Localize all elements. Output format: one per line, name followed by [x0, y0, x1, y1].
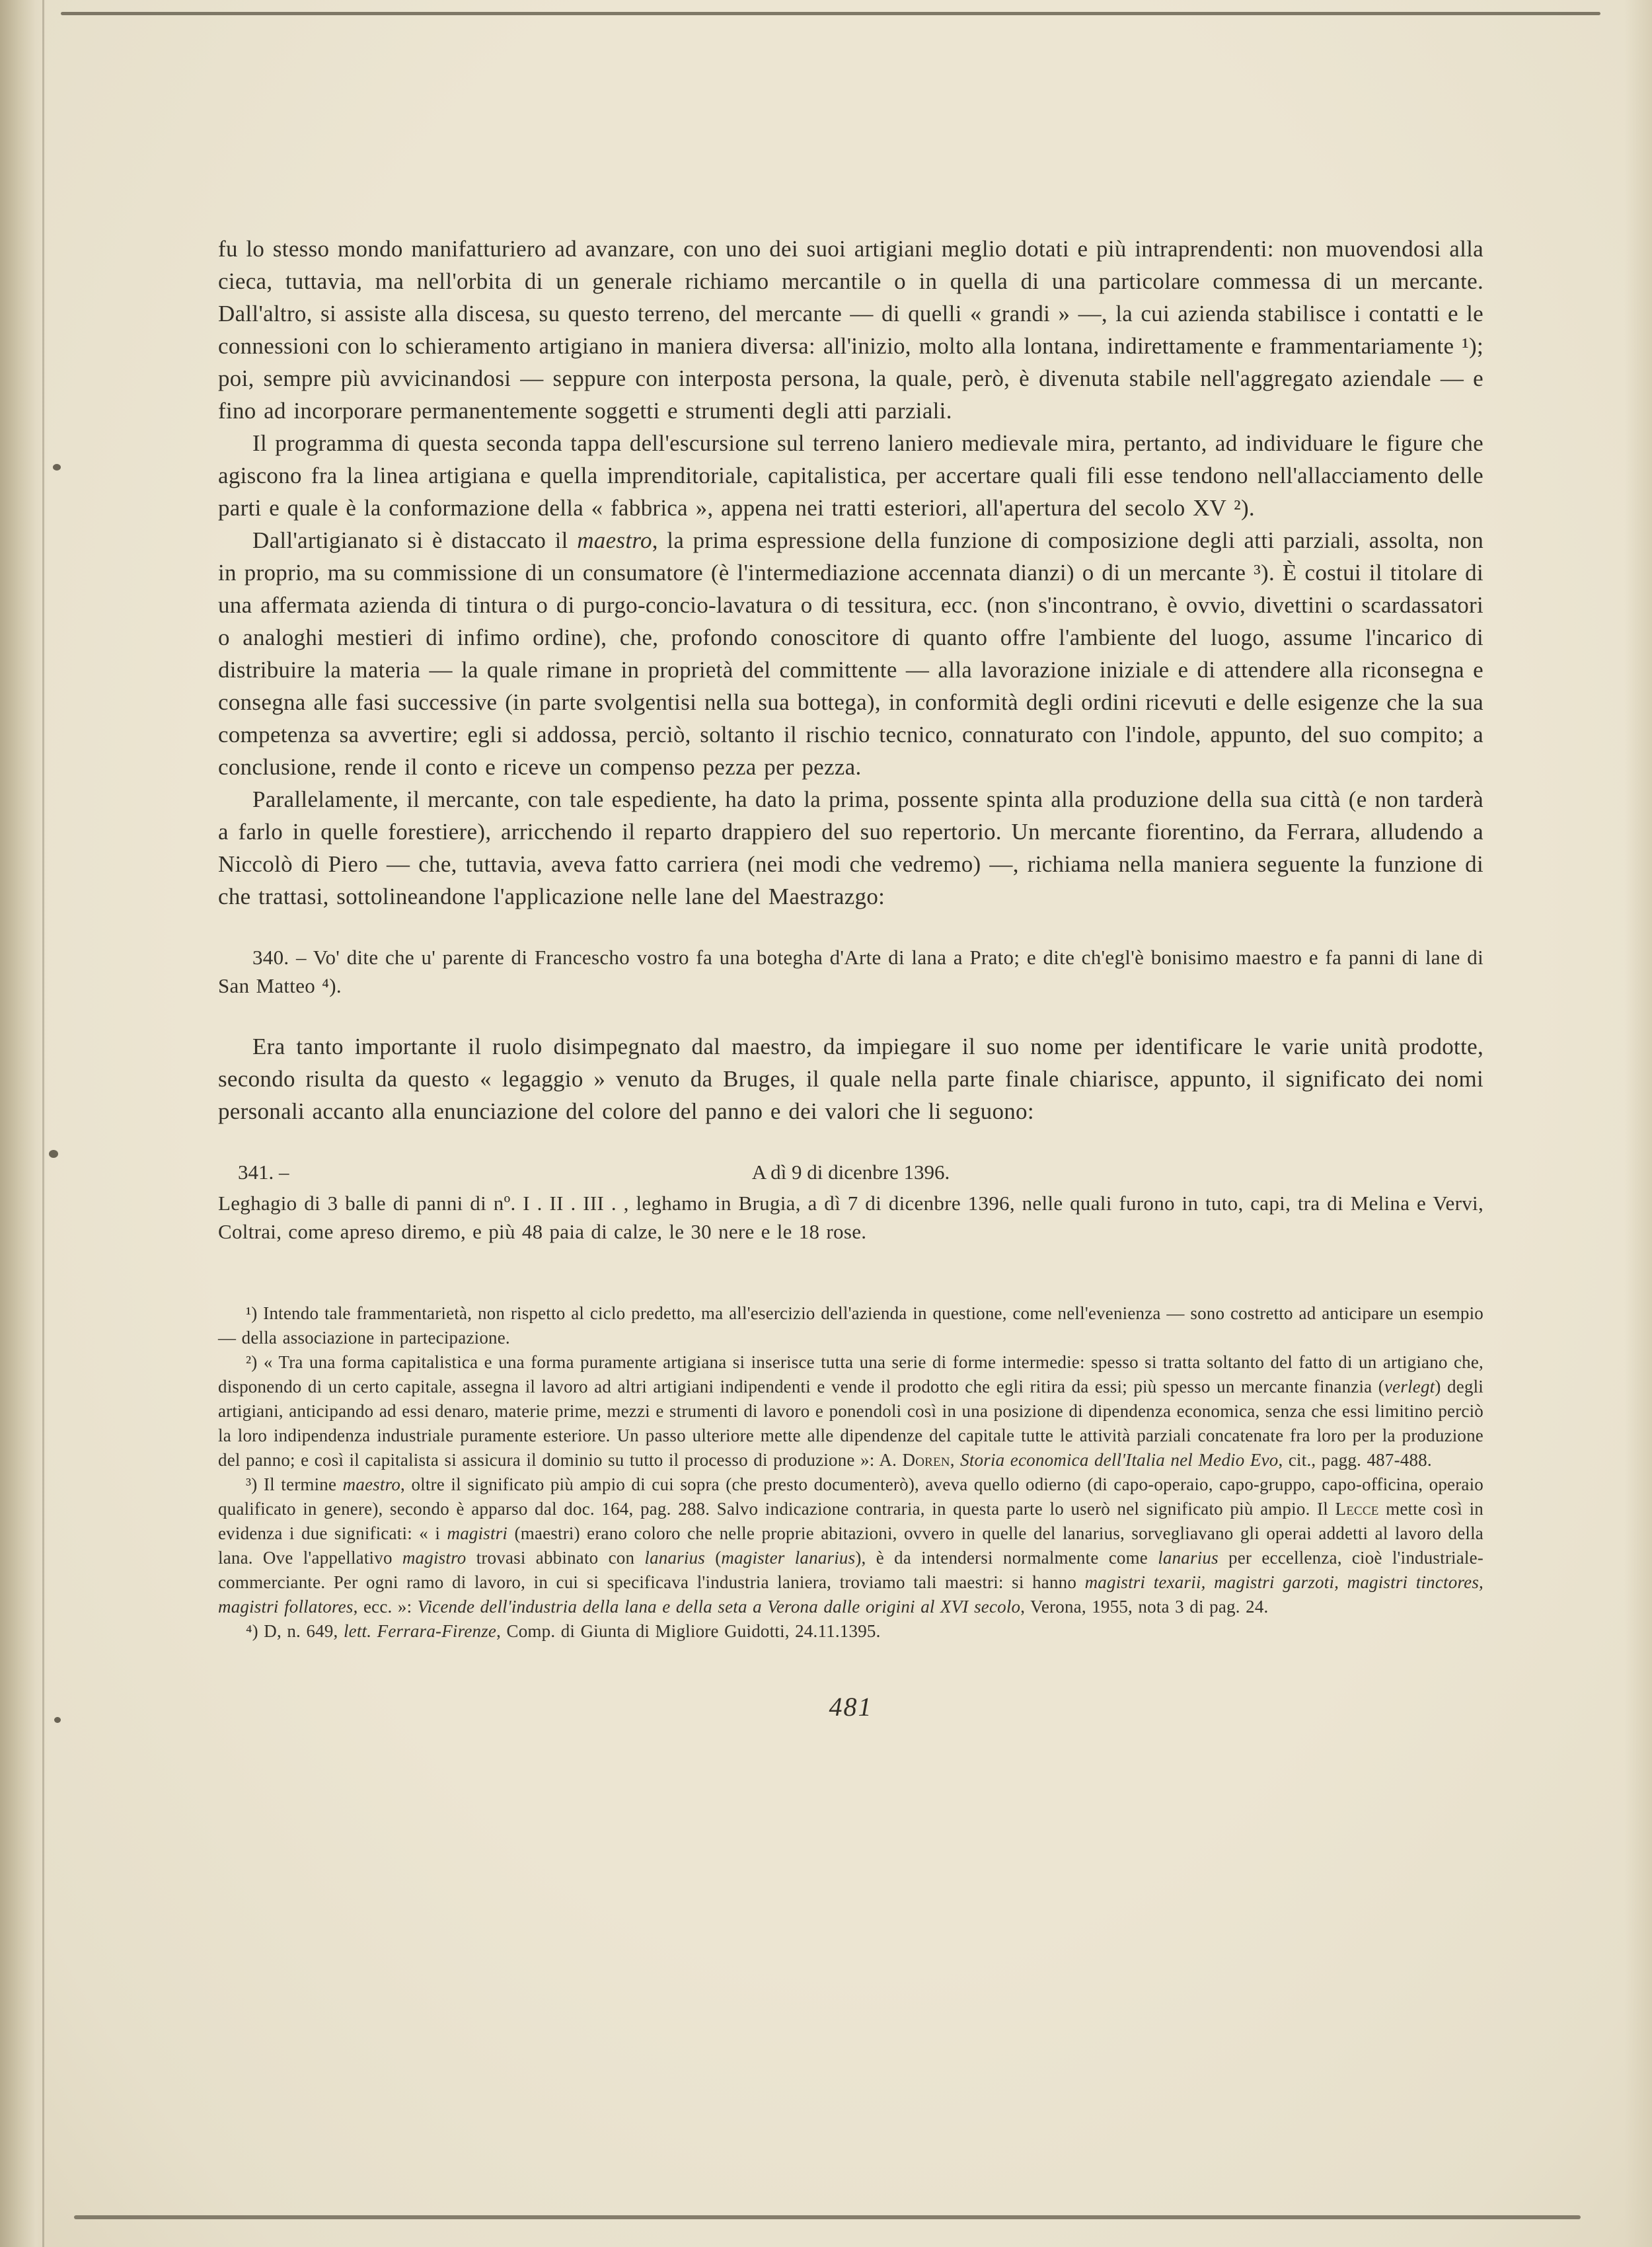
footnote-1: ¹) Intendo tale frammentarietà, non rispetto al ciclo predetto, ma all'esercizio dell'azienda in questione, come nell'evenienza — sono costretto ad anticipare un esempio — della associazione in partecipazione. [218, 1303, 1483, 1348]
page-bottom-edge [74, 2215, 1581, 2219]
quote-text: Leghagio di 3 balle di panni di nº. I . II . III . , leghamo in Brugia, a dì 7 di dicenbre 1396, nelle quali furono in tuto, capi, tra di Melina e Vervi, Coltrai, come apreso diremo, e più 48 paia di calze, le 30 nere e le 18 rose. [218, 1192, 1483, 1243]
paragraph: Era tanto importante il ruolo disimpegnato dal maestro, da impiegare il suo nome per identificare le varie unità prodotte, secondo risulta da questo « legaggio » venuto da Bruges, il quale nella parte finale chiarisce, appunto, il significato dei nomi personali accanto alla enunciazione del colore del panno e dei valori che li seguono: [218, 1034, 1483, 1124]
page-top-edge [61, 12, 1600, 15]
quote-heading [218, 1158, 1483, 1186]
page-left-edge-line [42, 0, 44, 2247]
binding-speck [53, 464, 61, 471]
source-quote-340 [218, 943, 1483, 1000]
text-block [218, 233, 1483, 1722]
page-number: 481 [829, 1692, 873, 1722]
footnote-2: ²) « Tra una forma capitalistica e una forma puramente artigiana si inserisce tutta una serie di forme intermedie: spesso si tratta soltanto del fatto di un artigiano che, disponendo di un certo capitale, assegna il lavoro ad altri artigiani indipendenti e vende il prodotto che egli ritira da essi; più spesso un mercante finanzia (verlegt) degli artigiani, anticipando ad essi denaro, materie prime, mezzi e strumenti di lavoro e ponendoli così in una posizione di dipendenza economica, senza che essi limitino perciò la loro indipendenza industriale puramente esteriore. Un passo ulteriore mette alle dipendenze del capitale tutte le attività parziali concatenate fra loro per la produzione del panno; e così il capitalista si assicura il dominio su tutto il processo di produzione »: A. Doren, Storia economica dell'Italia nel Medio Evo, cit., pagg. 487-488. [218, 1352, 1483, 1470]
page-left-edge [0, 0, 48, 2247]
quote-number: 341. – [238, 1161, 289, 1184]
paragraph-continuation: fu lo stesso mondo manifatturiero ad avanzare, con uno dei suoi artigiani meglio dotati e più intraprendenti: non muovendosi alla cieca, tuttavia, ma nell'orbita di un generale richiamo mercantile o in quella di una particolare commessa di un mercante. Dall'altro, si assiste alla discesa, su questo terreno, del mercante — di quelli « grandi » —, la cui azienda stabilisce i contatti e le connessioni con lo schieramento artigiano in maniera diversa: all'inizio, molto alla lontana, indirettamente e frammentariamente ¹); poi, sempre più avvicinandosi — seppure con interposta persona, la quale, però, è divenuta stabile nell'aggregato aziendale — e fino ad incorporare permanentemente soggetti e strumenti degli atti parziali. [218, 236, 1483, 424]
footnotes-section [218, 1301, 1483, 1644]
paragraph: Dall'artigianato si è distaccato il maestro, la prima espressione della funzione di composizione degli atti parziali, assolta, non in proprio, ma su commissione di un consumatore (è l'intermediazione accennata dianzi) o di un mercante ³). È costui il titolare di una affermata azienda di tintura o di purgo-concio-lavatura o di tessitura, ecc. (non s'incontrano, è ovvio, divettini o scardassatori o analoghi mestieri di infimo ordine), che, profondo conoscitore di quanto offre l'ambiente del luogo, assume l'incarico di distribuire la materia — la quale rimane in proprietà del committente — alla lavorazione iniziale e di attendere alla riconsegna e consegna alle fasi successive (in parte svolgentisi nella sua bottega), in conformità degli ordini ricevuti e delle esigenze che la sua competenza sa avvertire; egli si addossa, perciò, soltanto il rischio tecnico, connaturato con l'indole, appunto, del suo compito; a conclusione, rende il conto e riceve un compenso pezza per pezza. [218, 527, 1483, 780]
quote-dateline: A dì 9 di dicenbre 1396. [751, 1161, 950, 1184]
paragraph: Il programma di questa seconda tappa dell'escursione sul terreno laniero medievale mira, pertanto, ad individuare le figure che agiscono fra la linea artigiana e quella imprenditoriale, capitalistica, per accertare quali fili esse tendono nell'allacciamento delle parti e quale è la conformazione della « fabbrica », appena nei tratti esteriori, all'apertura del secolo XV ²). [218, 430, 1483, 521]
footnote-3: ³) Il termine maestro, oltre il significato più ampio di cui sopra (che presto documenterò), aveva quello odierno (di capo-operaio, capo-gruppo, capo-officina, operaio qualificato in genere), secondo è apparso dal doc. 164, pag. 288. Salvo indicazione contraria, in questa parte lo userò nel significato più ampio. Il Lecce mette così in evidenza i due significati: « i magistri (maestri) erano coloro che nelle proprie abitazioni, ovvero in quelle del lanarius, sorvegliavano gli operai addetti al lavoro della lana. Ove l'appellativo magistro trovasi abbinato con lanarius (magister lanarius), è da intendersi normalmente come lanarius per eccellenza, cioè l'industriale-commerciante. Per ogni ramo di lavoro, in cui si specificava l'industria laniera, troviamo tali maestri: si hanno magistri texarii, magistri garzoti, magistri tinctores, magistri follatores, ecc. »: Vicende dell'industria della lana e della seta a Verona dalle origini al XVI secolo, Verona, 1955, nota 3 di pag. 24. [218, 1474, 1484, 1617]
page-right-edge [1624, 0, 1652, 2247]
source-quote-341 [218, 1158, 1483, 1246]
binding-speck [54, 1717, 61, 1723]
footnote-4: ⁴) D, n. 649, lett. Ferrara-Firenze, Comp. di Giunta di Migliore Guidotti, 24.11.1395. [246, 1621, 881, 1641]
binding-speck [49, 1150, 58, 1158]
paragraph: Parallelamente, il mercante, con tale espediente, ha dato la prima, possente spinta alla produzione della sua città (e non tarderà a farlo in quelle forestiere), arricchendo il reparto drappiero del suo repertorio. Un mercante fiorentino, da Ferrara, alludendo a Niccolò di Piero — che, tuttavia, aveva fatto carriera (nei modi che vedremo) —, richiama nella maniera seguente la funzione di che trattasi, sottolineandone l'applicazione nelle lane del Maestrazgo: [218, 786, 1483, 909]
quote-text: 340. – Vo' dite che u' parente di Francescho vostro fa una botegha d'Arte di lana a Prato; e dite ch'egl'è bonisimo maestro e fa panni di lane di San Matteo ⁴). [218, 946, 1483, 997]
